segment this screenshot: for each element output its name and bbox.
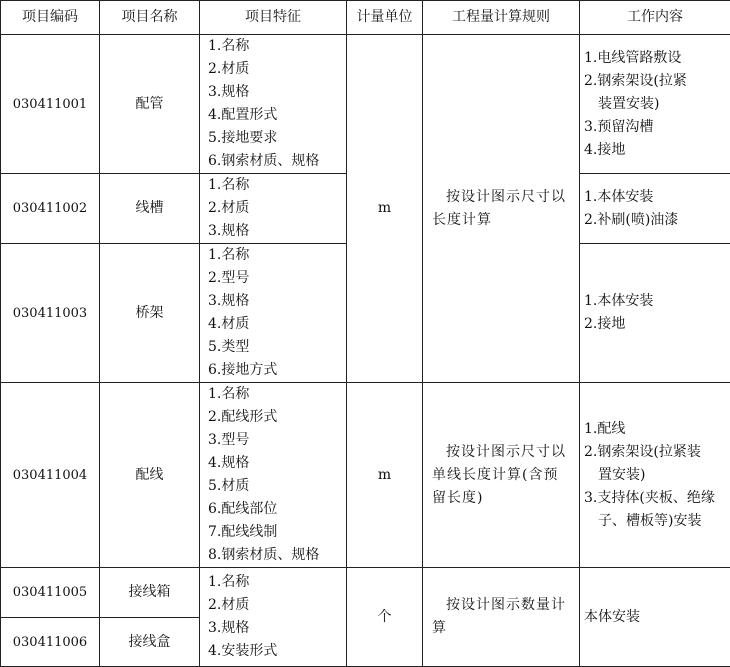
item-code: 030411006 bbox=[1, 618, 100, 667]
work-line-continued: 子、槽板等)安装 bbox=[584, 510, 725, 533]
item-features bbox=[200, 35, 347, 174]
feature-line: 3.规格 bbox=[208, 290, 341, 313]
feature-line: 6.配线部位 bbox=[208, 498, 341, 521]
feature-line: 1.名称 bbox=[208, 35, 341, 58]
feature-line: 5.接地要求 bbox=[208, 127, 341, 150]
item-unit: 个 bbox=[347, 568, 423, 667]
item-name: 接线盒 bbox=[100, 618, 200, 667]
feature-line: 1.名称 bbox=[208, 174, 341, 197]
feature-line: 4.安装形式 bbox=[208, 640, 341, 663]
item-code: 030411005 bbox=[1, 568, 100, 618]
feature-line: 4.材质 bbox=[208, 313, 341, 336]
header-unit: 计量单位 bbox=[347, 1, 423, 35]
item-code: 030411002 bbox=[1, 174, 100, 244]
feature-line: 4.配置形式 bbox=[208, 104, 341, 127]
work-line: 1.本体安装 bbox=[584, 186, 725, 209]
item-work bbox=[580, 383, 730, 568]
work-line: 1.本体安装 bbox=[584, 290, 725, 313]
work-line: 本体安装 bbox=[584, 606, 725, 629]
header-rule: 工程量计算规则 bbox=[423, 1, 580, 35]
work-line: 3.支持体(夹板、绝缘 bbox=[584, 490, 715, 506]
item-name: 线槽 bbox=[100, 174, 200, 244]
work-line-continued: 装置安装) bbox=[584, 93, 725, 116]
item-code: 030411003 bbox=[1, 244, 100, 383]
table-row bbox=[1, 383, 730, 568]
header-features: 项目特征 bbox=[200, 1, 347, 35]
item-name: 桥架 bbox=[100, 244, 200, 383]
work-line: 1.电线管路敷设 bbox=[584, 47, 725, 70]
feature-line: 1.名称 bbox=[208, 383, 341, 406]
feature-line: 3.型号 bbox=[208, 429, 341, 452]
item-code: 030411001 bbox=[1, 35, 100, 174]
item-features bbox=[200, 383, 347, 568]
item-work bbox=[580, 35, 730, 174]
item-features bbox=[200, 174, 347, 244]
work-line: 1.配线 bbox=[584, 418, 725, 441]
item-work bbox=[580, 174, 730, 244]
item-unit: m bbox=[347, 383, 423, 568]
item-work bbox=[580, 568, 730, 667]
table-row bbox=[1, 568, 730, 618]
feature-line: 2.材质 bbox=[208, 594, 341, 617]
feature-line: 3.规格 bbox=[208, 617, 341, 640]
feature-line: 8.钢索材质、规格 bbox=[208, 544, 341, 567]
item-name: 配线 bbox=[100, 383, 200, 568]
item-rule: 按设计图示尺寸以长度计算 bbox=[423, 35, 580, 383]
feature-line: 6.钢索材质、规格 bbox=[208, 150, 341, 173]
work-item bbox=[584, 70, 725, 116]
work-line: 2.补刷(喷)油漆 bbox=[584, 209, 725, 232]
work-item bbox=[584, 487, 725, 533]
header-work: 工作内容 bbox=[580, 1, 730, 35]
feature-line: 1.名称 bbox=[208, 571, 341, 594]
feature-line: 6.接地方式 bbox=[208, 359, 341, 382]
work-line: 3.预留沟槽 bbox=[584, 116, 725, 139]
item-features bbox=[200, 568, 347, 667]
header-code: 项目编码 bbox=[1, 1, 100, 35]
feature-line: 5.类型 bbox=[208, 336, 341, 359]
work-line: 2.接地 bbox=[584, 313, 725, 336]
feature-line: 2.配线形式 bbox=[208, 406, 341, 429]
work-item bbox=[584, 441, 725, 487]
item-rule: 按设计图示尺寸以单线长度计算(含预留长度) bbox=[423, 383, 580, 568]
feature-line: 3.规格 bbox=[208, 220, 341, 243]
item-work bbox=[580, 244, 730, 383]
feature-line: 4.规格 bbox=[208, 452, 341, 475]
feature-line: 2.材质 bbox=[208, 197, 341, 220]
work-line: 2.钢索架设(拉紧装 bbox=[584, 444, 701, 460]
item-features bbox=[200, 244, 347, 383]
item-unit: m bbox=[347, 35, 423, 383]
feature-line: 1.名称 bbox=[208, 244, 341, 267]
item-rule: 按设计图示数量计算 bbox=[423, 568, 580, 667]
header-name: 项目名称 bbox=[100, 1, 200, 35]
header-row bbox=[1, 1, 730, 35]
item-name: 接线箱 bbox=[100, 568, 200, 618]
item-name: 配管 bbox=[100, 35, 200, 174]
table-row bbox=[1, 35, 730, 174]
work-line: 4.接地 bbox=[584, 139, 725, 162]
feature-line: 7.配线线制 bbox=[208, 521, 341, 544]
work-line: 2.钢索架设(拉紧 bbox=[584, 73, 687, 89]
work-line-continued: 置安装) bbox=[584, 464, 725, 487]
item-code: 030411004 bbox=[1, 383, 100, 568]
feature-line: 3.规格 bbox=[208, 81, 341, 104]
feature-line: 5.材质 bbox=[208, 475, 341, 498]
feature-line: 2.型号 bbox=[208, 267, 341, 290]
feature-line: 2.材质 bbox=[208, 58, 341, 81]
